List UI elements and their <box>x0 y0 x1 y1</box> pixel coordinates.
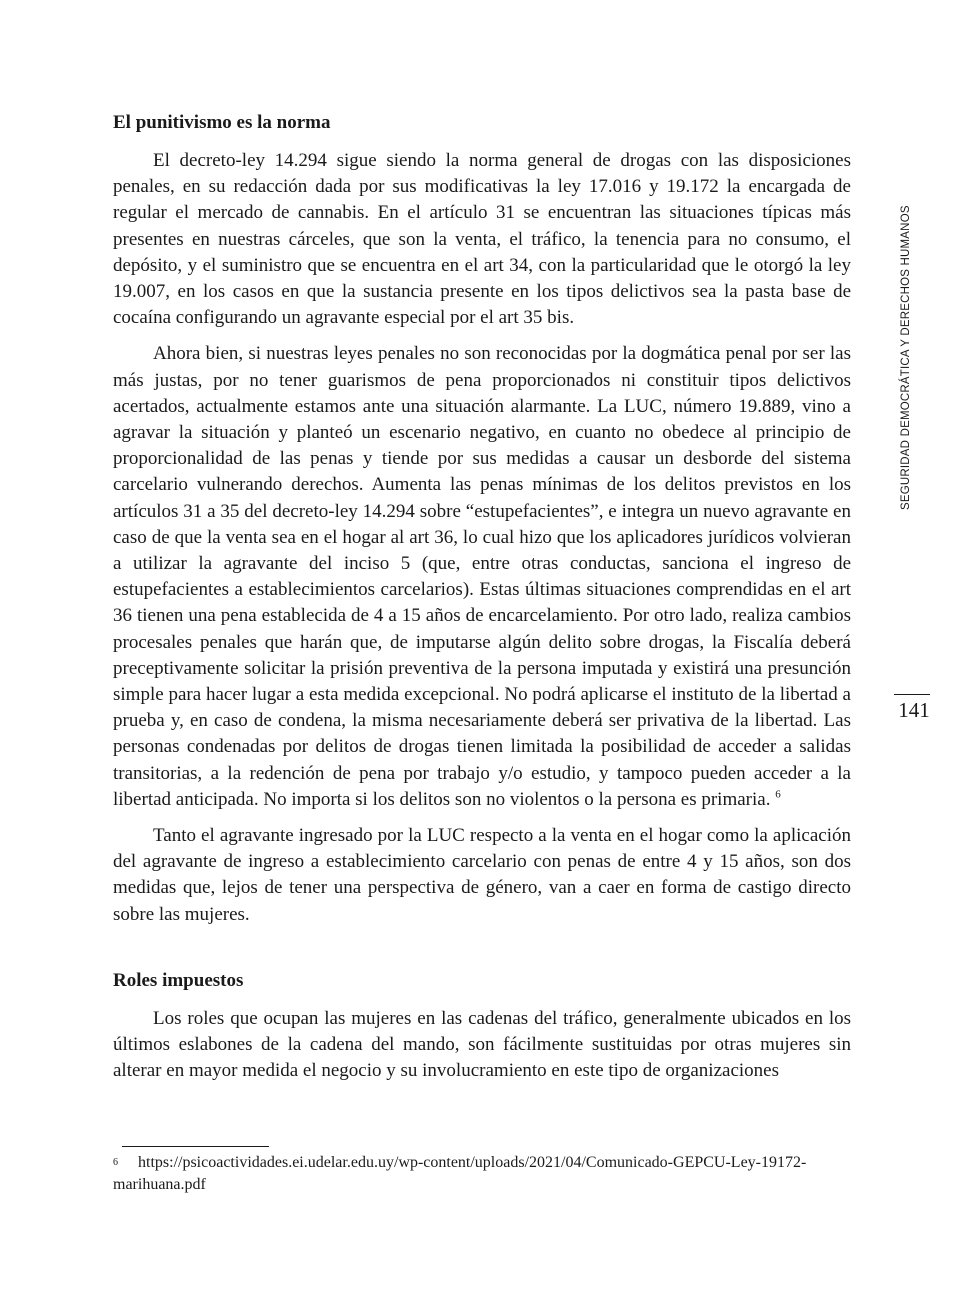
running-side-title: SEGURIDAD DEMOCRÁTICA Y DERECHOS HUMANOS <box>900 205 912 510</box>
page-number-rule <box>894 694 930 695</box>
footnote-divider <box>122 1146 269 1147</box>
section-heading-punitivismo: El punitivismo es la norma <box>113 112 331 133</box>
footnote-number: 6 <box>113 1157 118 1168</box>
body-paragraph: El decreto-ley 14.294 sigue siendo la norma general de drogas con las disposiciones penales, en su redacción dada por sus modificativas la ley 17.016 y 19.172 la encargada de regular el mercado de cannabis. En el artículo 31 se encuentran las situaciones típicas más presentes en nuestras cárceles, que son la venta, el tráfico, la tenencia para no consumo, el depósito, y el suministro que se encuentra en el art 34, con la particularidad que le otorgó la ley 19.007, en los casos en que la sustancia presente en los tipos delictivos sea la pasta base de cocaína configurando un agravante especial por el art 35 bis. <box>113 150 851 329</box>
footnote-link[interactable]: https://psicoactividades.ei.udelar.edu.uy/wp-content/uploads/2021/04/Comunicado-GEPCU-Ley-19172-marihuana.pdf <box>113 1154 807 1193</box>
paragraph-text: Ahora bien, si nuestras leyes penales no son reconocidas por la dogmática penal por ser las más justas, por no tener guarismos de pena proporcionados ni constituir tipos delictivos acertados, actualmente estamos ante una situación alarmante. La LUC, número 19.889, vino a agravar la situación y planteó un escenario negativo, en cuanto no obedece al principio de proporcionalidad de las penas y tiende por sus medidas a causar un desborde del sistema carcelario vulnerando derechos. Aumenta las penas mínimas de los delitos previstos en los artículos 31 a 35 del decreto-ley 14.294 sobre “estupefacientes”, e integra un nuevo agravante en caso de que la venta sea en el hogar al art 36, lo cual hizo que los aplicadores jurídicos volvieran a utilizar la agravante del inciso 5 (que, entre otras conductas, sanciona el ingreso de estupefacientes a establecimientos carcelarios). Estas últimas situaciones comprendidas en el art 36 tienen una pena establecida de 4 a 15 años de encarcelamiento. Por otro lado, realiza cambios procesales penales que harán que, de imputarse algún delito sobre drogas, la Fiscalía deberá preceptivamente solicitar la prisión preventiva de la persona imputada y existirá una presunción simple para hacer lugar a esta medida excepcional. No podrá aplicarse el instituto de la libertad a prueba y, en caso de condena, la misma necesariamente deberá ser privativa de la libertad. Las personas condenadas por delitos de drogas tienen limitada la posibilidad de acceder a salidas transitorias, a la redención de pena por trabajo y/o estudio, y tampoco pueden acceder a la libertad anticipada. No importa si los delitos son no violentos o la persona es primaria. <box>113 343 851 810</box>
body-paragraph <box>113 341 851 813</box>
footnote <box>113 1152 851 1196</box>
body-paragraph: Los roles que ocupan las mujeres en las cadenas del tráfico, generalmente ubicados en los últimos eslabones de la cadena del mando, son fácilmente sustituidas por otras mujeres sin alterar en mayor medida el negocio y su involucramiento en este tipo de organizaciones <box>113 1007 851 1082</box>
body-paragraph: Tanto el agravante ingresado por la LUC respecto a la venta en el hogar como la aplicación del agravante de ingreso a establecimiento carcelario con penas de entre 4 y 15 años, son dos medidas que, lejos de tener una perspectiva de género, van a caer en forma de castigo directo sobre las mujeres. <box>113 825 851 925</box>
footnote-reference[interactable]: 6 <box>775 788 781 801</box>
page-number: 141 <box>898 698 930 722</box>
page-body <box>113 110 851 1095</box>
section-heading-roles: Roles impuestos <box>113 969 244 991</box>
